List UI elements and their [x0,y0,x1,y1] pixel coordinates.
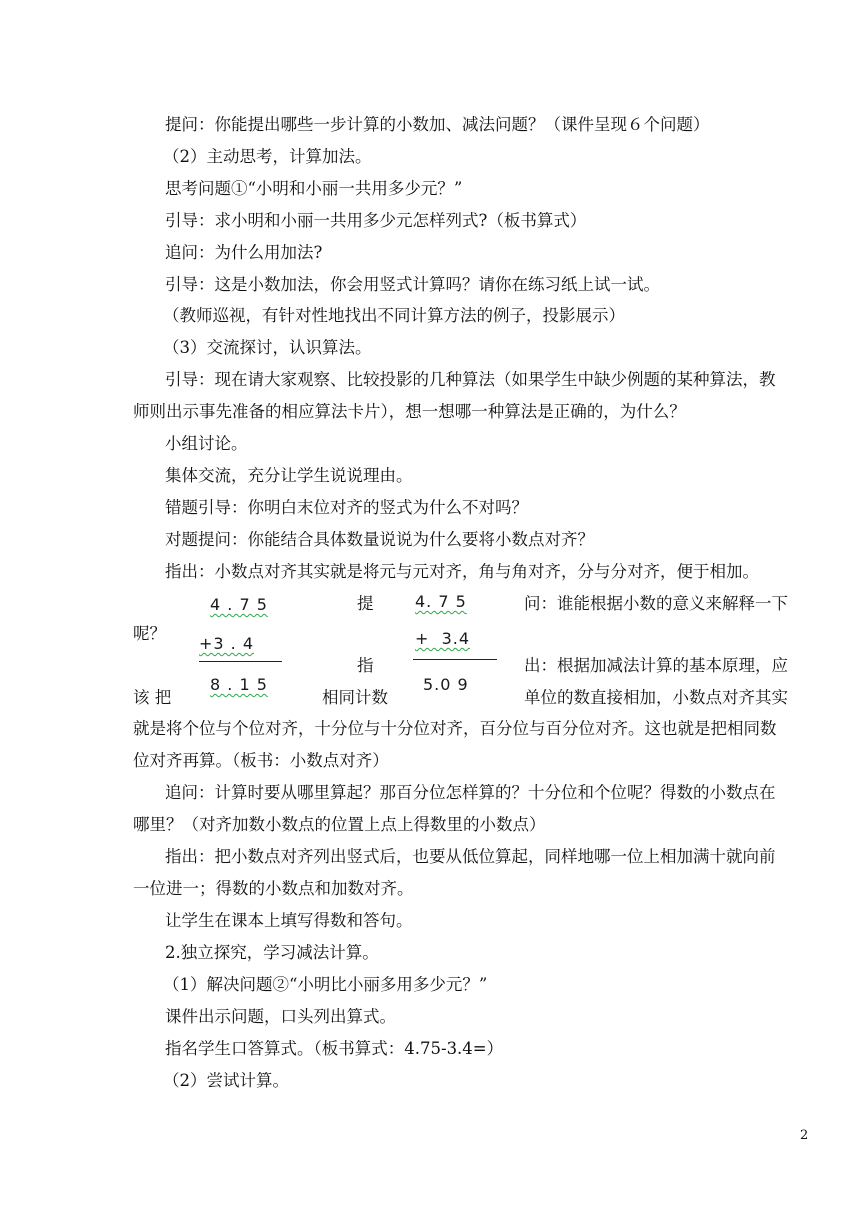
text-fragment: 问：谁能根据小数的意义来解释一下 [524,594,788,613]
vertical-calc-left-middle: +3 . 4 [199,634,255,653]
text-fragment: 呢？ [133,624,166,643]
text-line: 集体交流，充分让学生说说理由。 [165,466,413,485]
text-line: 提问：你能提出哪些一步计算的小数加、减法问题？（课件呈现６个问题） [165,115,710,134]
text-line: 师则出示事先准备的相应算法卡片），想一想哪一种算法是正确的，为什么？ [133,402,686,421]
text-line: （2）尝试计算。 [163,1071,289,1090]
vertical-calc-right-result: 5.0 9 [423,675,469,694]
text-fragment: 指 [357,656,374,675]
text-line: 指出：把小数点对齐列出竖式后，也要从低位算起，同样地哪一位上相加满十就向前 [165,847,776,866]
vertical-calc-left-result: 8 . 1 5 [210,675,268,694]
vertical-calc-right-rule [413,659,497,660]
text-line: 指出：小数点对齐其实就是将元与元对齐，角与角对齐，分与分对齐，便于相加。 [165,562,759,581]
vertical-calc-left-top: 4 . 7 5 [210,595,268,614]
text-fragment: 出：根据加减法计算的基本原理，应 [524,656,788,675]
text-line: 哪里？（对齐加数小数点的位置上点上得数里的小数点） [133,815,546,834]
text-line: （3）交流探讨，认识算法。 [163,338,372,357]
text-line: 对题提问：你能结合具体数量说说为什么要将小数点对齐？ [165,530,594,549]
text-line: 2.独立探究，学习减法计算。 [165,943,379,962]
text-line: 引导：现在请大家观察、比较投影的几种算法（如果学生中缺少例题的某种算法，教 [165,370,776,389]
text-line: 位对齐再算。（板书：小数点对齐） [133,751,389,770]
text-fragment: 单位的数直接相加，小数点对齐其实 [524,688,788,707]
text-line: 追问：计算时要从哪里算起？那百分位怎样算的？十分位和个位呢？得数的小数点在 [165,783,776,802]
text-line: 指名学生口答算式。（板书算式：4.75-3.4=） [165,1039,504,1058]
text-line: 追问：为什么用加法? [165,243,323,262]
text-fragment: 该 把 [133,688,172,707]
text-line: 就是将个位与个位对齐，十分位与十分位对齐，百分位与百分位对齐。这也就是把相同数 [133,719,777,738]
vertical-calc-right-middle: + 3.4 [415,629,471,648]
text-line: （2）主动思考，计算加法。 [163,147,372,166]
text-line: 引导：求小明和小丽一共用多少元怎样列式?（板书算式） [165,211,587,230]
text-line: （教师巡视，有针对性地找出不同计算方法的例子，投影展示） [163,306,625,325]
text-line: 错题引导：你明白末位对齐的竖式为什么不对吗？ [165,498,528,517]
text-line: 课件出示问题，口头列出算式。 [165,1007,396,1026]
vertical-calc-right-top: 4. 7 5 [415,592,467,611]
text-line: 一位进一；得数的小数点和加数对齐。 [133,879,414,898]
text-fragment: 提 [357,594,374,613]
page-number: 2 [800,1128,809,1143]
vertical-calc-left-rule [199,661,282,662]
text-line: 让学生在课本上填写得数和答句。 [165,911,413,930]
text-line: 小组讨论。 [165,434,248,453]
text-line: 思考问题①“小明和小丽一共用多少元？” [165,179,463,198]
text-line: 引导：这是小数加法，你会用竖式计算吗？请你在练习纸上试一试。 [165,275,660,294]
text-line: （1）解决问题②“小明比小丽多用多少元？” [163,975,488,994]
text-fragment: 相同计数 [322,688,388,707]
